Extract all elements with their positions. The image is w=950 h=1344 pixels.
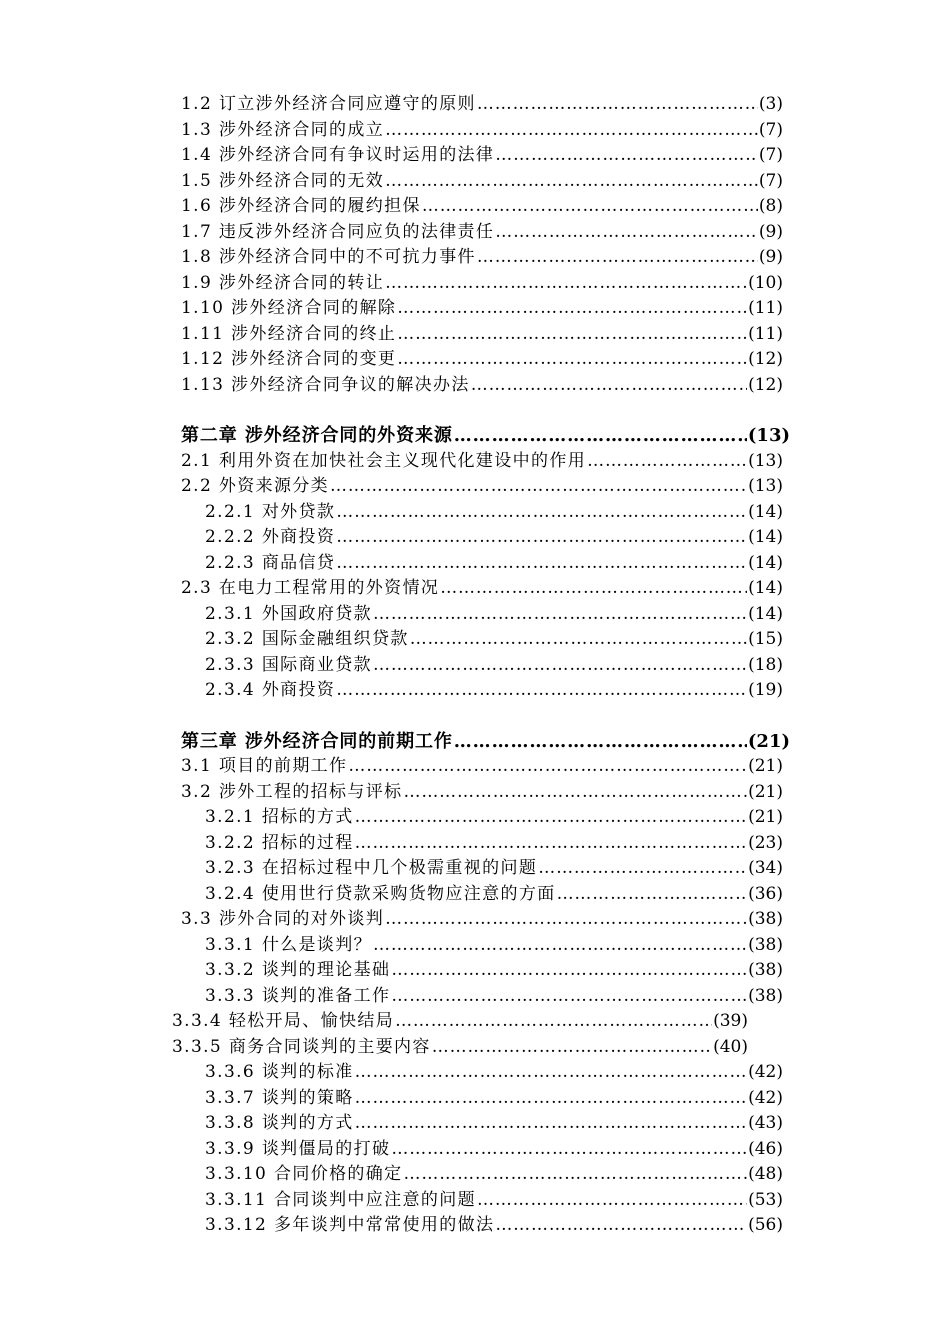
toc-entry-title: 1.8 涉外经济合同中的不可抗力事件 (181, 247, 476, 267)
toc-entry[interactable] (205, 525, 783, 551)
toc-entry-title: 2.1 利用外资在加快社会主义现代化建设中的作用 (181, 450, 587, 471)
toc-entry[interactable] (205, 602, 783, 628)
toc-entry-page-number: (19) (748, 680, 783, 700)
toc-entry-title: 3.3.4 轻松开局、愉快结局 (172, 1011, 395, 1031)
toc-entry-page-number: (14) (748, 578, 783, 598)
dot-leader (355, 1086, 747, 1112)
toc-entry-title: 3.3.10 合同价格的确定 (205, 1164, 403, 1184)
toc-entry[interactable] (205, 1060, 783, 1086)
toc-entry[interactable] (205, 1188, 783, 1214)
toc-entry-page-number: (8) (758, 196, 783, 216)
toc-entry[interactable] (181, 169, 783, 195)
dot-leader (454, 729, 747, 755)
toc-entry[interactable] (181, 220, 783, 246)
toc-entry[interactable] (181, 245, 783, 271)
chapter-page-number: (13) (747, 425, 790, 446)
toc-entry-page-number: (3) (758, 94, 783, 114)
toc-entry-title: 2.2.2 外商投资 (205, 527, 336, 547)
toc-entry-title: 2.3.3 国际商业贷款 (205, 654, 372, 675)
dot-leader (404, 1162, 748, 1188)
toc-entry[interactable] (181, 143, 783, 169)
toc-entry-page-number: (42) (748, 1062, 783, 1082)
toc-entry-title: 1.5 涉外经济合同的无效 (181, 170, 385, 191)
toc-entry[interactable] (205, 1111, 783, 1137)
dot-leader (432, 1035, 712, 1061)
dot-leader (355, 1060, 747, 1086)
toc-entry-title: 1.3 涉外经济合同的成立 (181, 119, 385, 140)
toc-entry-page-number: (42) (748, 1087, 783, 1108)
dot-leader (348, 754, 747, 780)
toc-entry[interactable] (205, 805, 783, 831)
toc-entry-page-number: (39) (713, 1011, 748, 1031)
toc-entry-title: 1.4 涉外经济合同有争议时运用的法律 (181, 145, 495, 165)
dot-leader (336, 525, 747, 551)
dot-leader (355, 1111, 747, 1137)
toc-entry-page-number: (21) (748, 756, 783, 776)
toc-entry-title: 1.11 涉外经济合同的终止 (181, 323, 397, 344)
toc-entry-title: 2.2.3 商品信贷 (205, 552, 336, 573)
toc-entry-title: 3.2.3 在招标过程中几个极需重视的问题 (205, 858, 538, 878)
toc-entry-title: 2.2 外资来源分类 (181, 476, 330, 496)
toc-entry-title: 1.12 涉外经济合同的变更 (181, 349, 397, 369)
toc-entry-page-number: (10) (748, 272, 783, 293)
toc-entry-page-number: (14) (748, 603, 783, 624)
toc-entry-title: 3.3.3 谈判的准备工作 (205, 985, 391, 1006)
toc-entry-page-number: (18) (748, 654, 783, 675)
toc-entry-title: 1.10 涉外经济合同的解除 (181, 298, 397, 318)
toc-entry-page-number: (43) (748, 1113, 783, 1133)
dot-leader (587, 449, 747, 475)
toc-entry[interactable] (181, 92, 783, 118)
toc-entry-page-number: (7) (758, 145, 783, 165)
dot-leader (557, 882, 748, 908)
toc-entry-page-number: (13) (748, 450, 783, 471)
toc-entry-title: 2.3 在电力工程常用的外资情况 (181, 578, 440, 598)
toc-entry[interactable] (205, 627, 783, 653)
dot-leader (385, 271, 747, 297)
section-gap (0, 398, 950, 423)
dot-leader (385, 118, 758, 144)
toc-entry-title: 3.2.2 招标的过程 (205, 832, 354, 853)
toc-entry-page-number: (38) (748, 985, 783, 1006)
toc-entry-page-number: (12) (748, 374, 783, 395)
toc-entry[interactable] (181, 449, 783, 475)
toc-entry-title: 3.2 涉外工程的招标与评标 (181, 781, 403, 802)
dot-leader (477, 245, 758, 271)
toc-entry-page-number: (7) (758, 119, 783, 140)
dot-leader (395, 1009, 712, 1035)
toc-entry-page-number: (38) (748, 909, 783, 929)
toc-entry-title: 3.3.8 谈判的方式 (205, 1113, 354, 1133)
table-of-contents (0, 92, 950, 1239)
toc-entry[interactable] (181, 322, 783, 348)
toc-entry-title: 1.9 涉外经济合同的转让 (181, 272, 385, 293)
chapter-title: 第二章 涉外经济合同的外资来源 (181, 425, 453, 446)
dot-leader (440, 576, 747, 602)
dot-leader (391, 984, 747, 1010)
toc-entry[interactable] (181, 347, 783, 373)
toc-entry[interactable] (205, 1162, 783, 1188)
toc-entry[interactable] (181, 780, 783, 806)
toc-entry-page-number: (21) (748, 781, 783, 802)
toc-entry-title: 3.3.9 谈判僵局的打破 (205, 1138, 391, 1159)
toc-entry[interactable] (172, 1035, 748, 1061)
toc-entry[interactable] (205, 831, 783, 857)
toc-entry[interactable] (181, 576, 783, 602)
dot-leader (471, 373, 747, 399)
toc-entry-title: 3.3.6 谈判的标准 (205, 1062, 354, 1082)
section-gap (0, 704, 950, 729)
toc-entry-page-number: (14) (748, 501, 783, 522)
toc-entry[interactable] (172, 1009, 748, 1035)
toc-entry[interactable] (205, 1086, 783, 1112)
toc-entry-title: 3.1 项目的前期工作 (181, 756, 348, 776)
toc-entry[interactable] (181, 474, 783, 500)
toc-entry[interactable] (205, 1137, 783, 1163)
toc-entry-page-number: (7) (758, 170, 783, 191)
toc-entry-title: 3.3 涉外合同的对外谈判 (181, 909, 385, 929)
dot-leader (422, 194, 758, 220)
toc-entry-page-number: (9) (758, 221, 783, 242)
dot-leader (495, 220, 758, 246)
toc-entry-page-number: (48) (748, 1164, 783, 1184)
dot-leader (410, 627, 747, 653)
dot-leader (355, 805, 747, 831)
dot-leader (330, 474, 747, 500)
dot-leader (373, 933, 747, 959)
toc-entry-title: 3.3.12 多年谈判中常常使用的做法 (205, 1215, 495, 1235)
chapter-heading[interactable] (181, 423, 790, 449)
toc-entry-title: 3.2.4 使用世行贷款采购货物应注意的方面 (205, 883, 556, 904)
toc-entry[interactable] (181, 754, 783, 780)
toc-entry-page-number: (11) (748, 323, 783, 344)
toc-entry-title: 2.3.4 外商投资 (205, 680, 336, 700)
toc-entry[interactable] (205, 856, 783, 882)
toc-entry-title: 3.3.1 什么是谈判？ (205, 934, 372, 955)
dot-leader (397, 296, 747, 322)
dot-leader (373, 602, 747, 628)
dot-leader (397, 322, 747, 348)
toc-entry-page-number: (15) (748, 629, 783, 649)
dot-leader (454, 423, 747, 449)
toc-entry-title: 3.2.1 招标的方式 (205, 807, 354, 827)
toc-entry-page-number: (14) (748, 527, 783, 547)
toc-entry[interactable] (181, 373, 783, 399)
toc-entry-title: 2.3.2 国际金融组织贷款 (205, 629, 409, 649)
dot-leader (336, 500, 747, 526)
chapter-page-number: (21) (747, 730, 790, 752)
dot-leader (385, 169, 758, 195)
dot-leader (495, 1213, 747, 1239)
toc-entry-page-number: (56) (748, 1215, 783, 1235)
dot-leader (336, 678, 747, 704)
dot-leader (373, 653, 747, 679)
toc-entry-page-number: (36) (748, 883, 783, 904)
toc-entry-title: 1.2 订立涉外经济合同应遵守的原则 (181, 94, 476, 114)
toc-entry-page-number: (12) (748, 349, 783, 369)
toc-entry-page-number: (53) (748, 1189, 783, 1210)
toc-entry[interactable] (205, 551, 783, 577)
toc-entry[interactable] (205, 678, 783, 704)
dot-leader (391, 958, 747, 984)
chapter-title: 第三章 涉外经济合同的前期工作 (181, 730, 453, 752)
dot-leader (403, 780, 747, 806)
dot-leader (397, 347, 747, 373)
toc-entry[interactable] (205, 933, 783, 959)
dot-leader (477, 1188, 747, 1214)
chapter-heading[interactable] (181, 729, 790, 755)
dot-leader (391, 1137, 747, 1163)
toc-entry-page-number: (40) (713, 1036, 748, 1057)
toc-entry-page-number: (34) (748, 858, 783, 878)
toc-entry[interactable] (181, 271, 783, 297)
dot-leader (385, 907, 747, 933)
toc-entry[interactable] (181, 194, 783, 220)
toc-entry-page-number: (14) (748, 552, 783, 573)
toc-entry-title: 1.7 违反涉外经济合同应负的法律责任 (181, 221, 495, 242)
toc-entry-title: 3.3.5 商务合同谈判的主要内容 (172, 1036, 431, 1057)
toc-entry-page-number: (23) (748, 832, 783, 853)
toc-entry-page-number: (38) (748, 934, 783, 955)
dot-leader (495, 143, 758, 169)
toc-entry[interactable] (205, 958, 783, 984)
toc-entry-page-number: (9) (758, 247, 783, 267)
toc-entry-page-number: (46) (748, 1138, 783, 1159)
toc-entry-title: 3.3.7 谈判的策略 (205, 1087, 354, 1108)
toc-entry-page-number: (38) (748, 960, 783, 980)
toc-entry[interactable] (205, 653, 783, 679)
toc-entry-page-number: (13) (748, 476, 783, 496)
toc-entry-title: 3.3.11 合同谈判中应注意的问题 (205, 1189, 476, 1210)
toc-entry[interactable] (205, 882, 783, 908)
toc-entry-title: 1.6 涉外经济合同的履约担保 (181, 196, 421, 216)
toc-entry-title: 2.2.1 对外贷款 (205, 501, 336, 522)
toc-entry-title: 3.3.2 谈判的理论基础 (205, 960, 391, 980)
dot-leader (538, 856, 747, 882)
toc-entry[interactable] (181, 118, 783, 144)
toc-entry[interactable] (205, 500, 783, 526)
toc-entry-title: 1.13 涉外经济合同争议的解决办法 (181, 374, 470, 395)
toc-entry[interactable] (181, 907, 783, 933)
toc-entry-page-number: (11) (748, 298, 783, 318)
dot-leader (355, 831, 747, 857)
dot-leader (477, 92, 758, 118)
dot-leader (336, 551, 747, 577)
toc-entry[interactable] (205, 984, 783, 1010)
toc-entry-page-number: (21) (748, 807, 783, 827)
toc-entry-title: 2.3.1 外国政府贷款 (205, 603, 372, 624)
toc-entry[interactable] (205, 1213, 783, 1239)
toc-entry[interactable] (181, 296, 783, 322)
